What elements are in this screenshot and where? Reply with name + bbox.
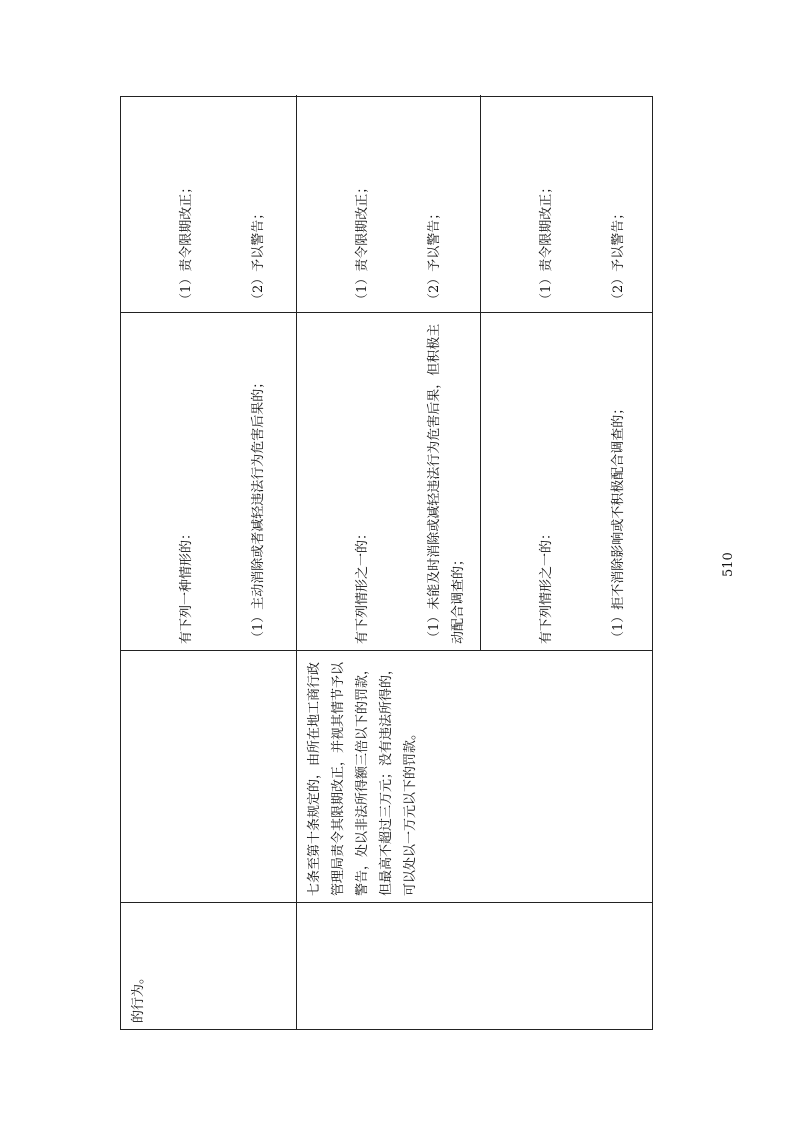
- column-violation-type: [121, 902, 652, 1029]
- penalty-line: （1）责令限期改正；: [179, 180, 194, 306]
- legal-basis-cell-top: [121, 651, 297, 902]
- column-legal-basis: [121, 650, 652, 902]
- penalty-line: （2）予以警告；: [611, 206, 626, 306]
- penalty-table: [120, 96, 653, 1030]
- column-penalties: [121, 95, 652, 312]
- circumstance-cell-heavy: [481, 313, 654, 650]
- page-number: 510: [721, 552, 736, 577]
- violation-cell-bottom: [297, 903, 654, 1029]
- circumstance-line: 有下列情形之一的：: [539, 526, 554, 644]
- violation-cell-top: [121, 903, 297, 1029]
- circumstance-line: 有下列情形之一的：: [355, 526, 370, 644]
- penalty-line: （2）予以警告；: [251, 206, 266, 306]
- circumstance-line: （1）未能及时消除或减轻违法行为危害后果，但积极主动配合调查的；: [427, 323, 466, 644]
- penalty-cell-normal: [297, 95, 481, 312]
- column-circumstances: [121, 312, 652, 650]
- circumstance-line: 有下列一种情形的：: [179, 526, 194, 644]
- rotated-table-region: [120, 96, 653, 1030]
- penalty-cell-light: [121, 95, 297, 312]
- circumstance-cell-normal: [297, 313, 481, 650]
- circumstance-line: （1）主动消除或者减轻违法行为危害后果的；: [251, 375, 266, 644]
- violation-text: 的行为。: [131, 970, 146, 1023]
- penalty-cell-heavy: [481, 95, 654, 312]
- penalty-line: （1）责令限期改正；: [539, 180, 554, 306]
- penalty-line: （2）予以警告；: [427, 206, 442, 306]
- legal-basis-cell-bottom: [297, 651, 654, 902]
- penalty-line: （1）责令限期改正；: [355, 180, 370, 306]
- circumstance-cell-light: [121, 313, 297, 650]
- circumstance-line: （1）拒不消除影响或不积极配合调查的；: [611, 401, 626, 644]
- legal-basis-text: 七条至第十条规定的，由所在地工商行政管理局责令其限期改正，并视其情节予以警告，处以非法所得额三倍以下的罚款，但最高不超过三万元；没有违法所得的，可以处以一万元以下的罚款。: [307, 661, 418, 896]
